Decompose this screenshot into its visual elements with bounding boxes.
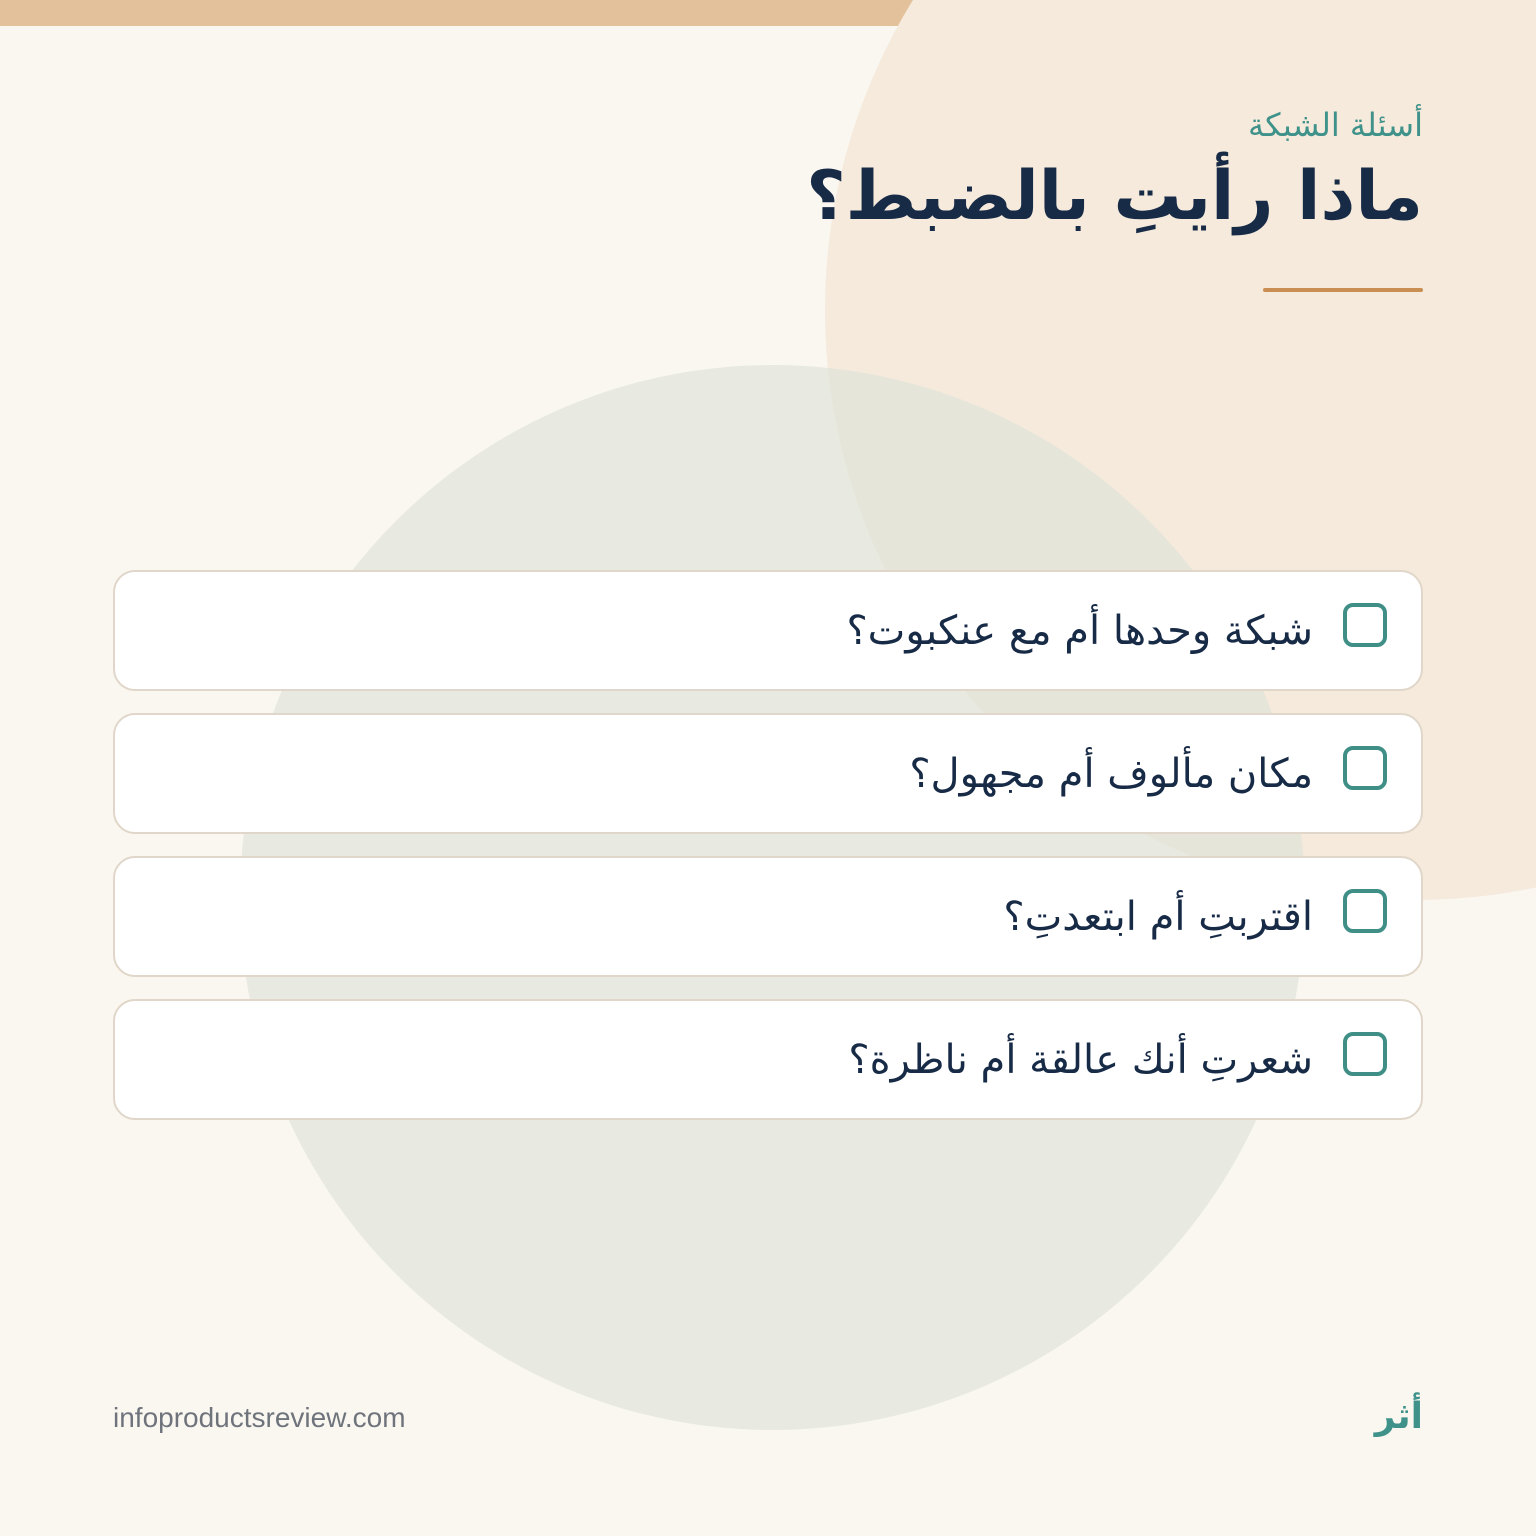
option-label: مكان مألوف أم مجهول؟ — [909, 750, 1313, 797]
options-list — [113, 570, 1423, 1142]
option-item[interactable] — [113, 856, 1423, 977]
option-item[interactable] — [113, 570, 1423, 691]
footer-website: infoproductsreview.com — [113, 1402, 406, 1433]
checkbox-icon[interactable] — [1343, 889, 1387, 933]
header — [806, 106, 1423, 237]
eyebrow-label: أسئلة الشبكة — [1248, 106, 1423, 144]
checkbox-icon[interactable] — [1343, 603, 1387, 647]
option-label: شبكة وحدها أم مع عنكبوت؟ — [846, 607, 1313, 654]
option-item[interactable] — [113, 713, 1423, 834]
option-item[interactable] — [113, 999, 1423, 1120]
title-underline — [1263, 288, 1423, 292]
checkbox-icon[interactable] — [1343, 1032, 1387, 1076]
option-label: شعرتِ أنك عالقة أم ناظرة؟ — [848, 1036, 1313, 1083]
brand-logo: أثر — [1374, 1396, 1423, 1437]
page-title: ماذا رأيتِ بالضبط؟ — [806, 157, 1423, 237]
checkbox-icon[interactable] — [1343, 746, 1387, 790]
option-label: اقتربتِ أم ابتعدتِ؟ — [1003, 893, 1313, 940]
